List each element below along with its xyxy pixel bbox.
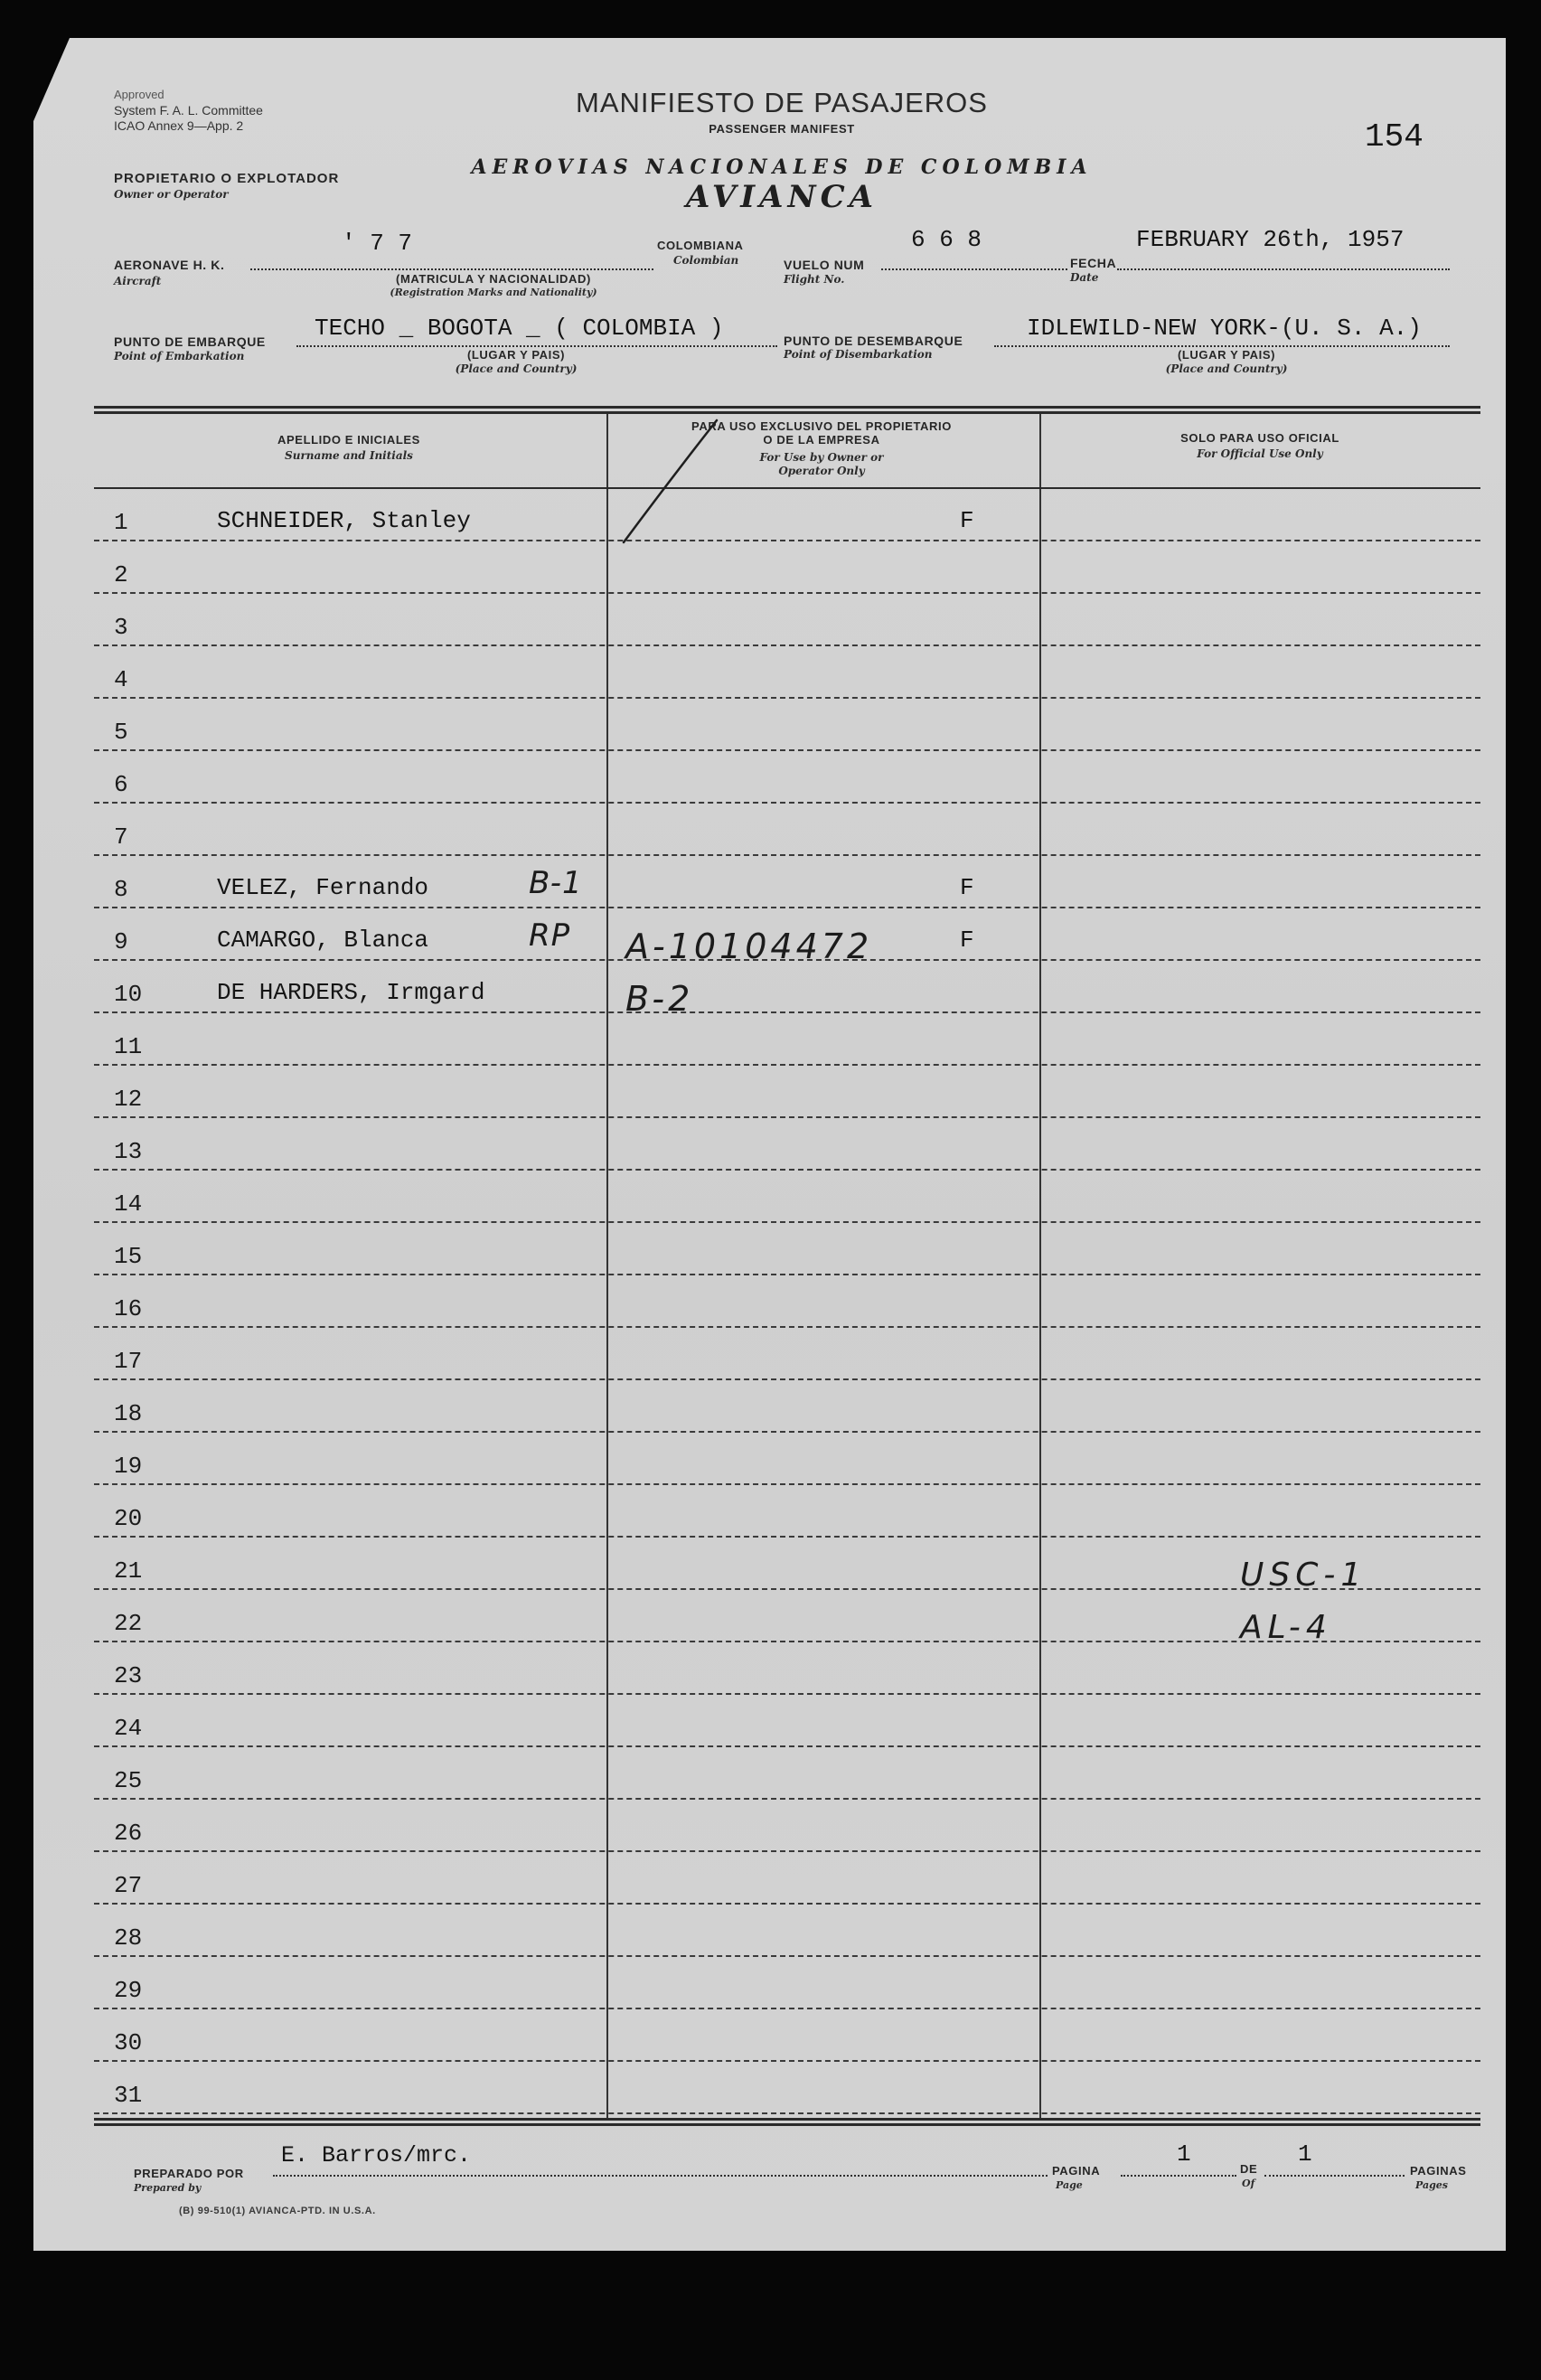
row-number: 5 bbox=[114, 719, 128, 746]
aircraft-underline bbox=[250, 268, 653, 270]
pages-label: PAGINAS bbox=[1410, 2164, 1467, 2178]
page-label-english: Page bbox=[1056, 2179, 1083, 2191]
row-number: 14 bbox=[114, 1190, 143, 1218]
row-number: 27 bbox=[114, 1872, 143, 1899]
table-row bbox=[94, 1747, 1480, 1800]
page-label: PAGINA bbox=[1052, 2164, 1101, 2178]
date-value: FEBRUARY 26th, 1957 bbox=[1136, 226, 1405, 253]
table-top-rule bbox=[94, 411, 1480, 414]
row-number: 4 bbox=[114, 666, 128, 693]
approval-line: ICAO Annex 9—App. 2 bbox=[114, 118, 244, 133]
row-number: 8 bbox=[114, 876, 128, 903]
handwritten-name-note: B-1 bbox=[529, 865, 583, 901]
row-number: 24 bbox=[114, 1715, 143, 1742]
table-row bbox=[94, 1275, 1480, 1328]
row-number: 19 bbox=[114, 1453, 143, 1480]
table-row bbox=[94, 751, 1480, 804]
prepared-by-value: E. Barros/mrc. bbox=[281, 2142, 472, 2168]
row-number: 17 bbox=[114, 1348, 143, 1375]
row-number: 11 bbox=[114, 1033, 143, 1060]
row-number: 29 bbox=[114, 1977, 143, 2004]
flight-number-value: 6 6 8 bbox=[911, 226, 982, 253]
table-row bbox=[94, 961, 1480, 1019]
approval-line: Approved bbox=[114, 88, 164, 101]
passenger-name: DE HARDERS, Irmgard bbox=[217, 979, 485, 1006]
table-row bbox=[94, 1013, 1480, 1066]
date-label-english: Date bbox=[1070, 271, 1099, 284]
operator-mark: F bbox=[960, 874, 974, 901]
handwritten-operator-note: A-10104472 bbox=[625, 927, 873, 966]
row-number: 23 bbox=[114, 1662, 143, 1689]
registration-caption: (MATRICULA Y NACIONALIDAD) bbox=[396, 272, 591, 286]
row-number: 26 bbox=[114, 1820, 143, 1847]
row-number: 15 bbox=[114, 1243, 143, 1270]
flight-number-label-english: Flight No. bbox=[784, 273, 845, 286]
table-row bbox=[94, 594, 1480, 646]
handwritten-name-note: RP bbox=[529, 917, 571, 954]
row-number: 13 bbox=[114, 1138, 143, 1165]
row-number: 9 bbox=[114, 928, 128, 955]
column-header-name: APELLIDO E INICIALES bbox=[277, 433, 420, 447]
aircraft-registration-value: ' 7 7 bbox=[342, 230, 413, 257]
handwritten-operator-note: B-2 bbox=[625, 979, 694, 1019]
print-code: (B) 99-510(1) AVIANCA-PTD. IN U.S.A. bbox=[179, 2206, 376, 2216]
passenger-table-body bbox=[94, 489, 1480, 2114]
disembarkation-underline bbox=[994, 345, 1450, 347]
table-row bbox=[94, 1695, 1480, 1747]
handwritten-official-note: AL-4 bbox=[1240, 1609, 1332, 1646]
table-row bbox=[94, 1223, 1480, 1275]
row-number: 21 bbox=[114, 1557, 143, 1585]
table-row bbox=[94, 1905, 1480, 1957]
passenger-name: SCHNEIDER, Stanley bbox=[217, 507, 471, 534]
embarkation-label: PUNTO DE EMBARQUE bbox=[114, 334, 266, 349]
table-row bbox=[94, 1852, 1480, 1905]
row-number: 7 bbox=[114, 823, 128, 851]
table-row bbox=[94, 489, 1480, 541]
prepared-by-label: PREPARADO POR bbox=[134, 2167, 244, 2180]
column-header-official-english: For Official Use Only bbox=[1197, 447, 1323, 460]
disembarkation-label: PUNTO DE DESEMBARQUE bbox=[784, 334, 963, 348]
passenger-name: VELEZ, Fernando bbox=[217, 874, 429, 901]
table-row bbox=[94, 1171, 1480, 1223]
table-row bbox=[94, 1118, 1480, 1171]
table-row bbox=[94, 2009, 1480, 2062]
disembarkation-value: IDLEWILD-NEW YORK-(U. S. A.) bbox=[1027, 315, 1422, 342]
table-row bbox=[94, 1328, 1480, 1380]
table-row bbox=[94, 1066, 1480, 1118]
row-number: 3 bbox=[114, 614, 128, 641]
column-header-operator-english: Operator Only bbox=[778, 465, 865, 477]
table-row bbox=[94, 1380, 1480, 1433]
row-number: 20 bbox=[114, 1505, 143, 1532]
table-bottom-rule bbox=[94, 2123, 1480, 2126]
pages-underline bbox=[1264, 2175, 1405, 2177]
embarkation-caption-english: (Place and Country) bbox=[455, 362, 578, 375]
row-number: 28 bbox=[114, 1924, 143, 1952]
table-row bbox=[94, 541, 1480, 594]
nationality-label: COLOMBIANA bbox=[657, 239, 744, 252]
row-number: 25 bbox=[114, 1767, 143, 1794]
operator-mark: F bbox=[960, 507, 974, 534]
row-number: 12 bbox=[114, 1086, 143, 1113]
operator-mark: F bbox=[960, 927, 974, 954]
table-top-rule bbox=[94, 406, 1480, 409]
approval-line: System F. A. L. Committee bbox=[114, 103, 263, 118]
pages-label-english: Pages bbox=[1415, 2179, 1448, 2191]
embarkation-underline bbox=[296, 345, 777, 347]
row-number: 10 bbox=[114, 981, 143, 1008]
table-row bbox=[94, 1590, 1480, 1646]
of-label: DE bbox=[1240, 2162, 1258, 2176]
registration-caption-english: (Registration Marks and Nationality) bbox=[390, 287, 597, 298]
table-row bbox=[94, 804, 1480, 856]
document-title: MANIFIESTO DE PASAJEROS bbox=[576, 87, 988, 118]
aircraft-label-english: Aircraft bbox=[114, 275, 162, 287]
column-header-operator-english: For Use by Owner or bbox=[759, 451, 884, 464]
table-row bbox=[94, 856, 1480, 908]
page-underline bbox=[1121, 2175, 1236, 2177]
aircraft-label: AERONAVE H. K. bbox=[114, 258, 225, 272]
table-row bbox=[94, 699, 1480, 751]
page-value: 1 bbox=[1177, 2140, 1191, 2168]
column-header-name-english: Surname and Initials bbox=[285, 449, 413, 462]
of-label-english: Of bbox=[1242, 2178, 1255, 2189]
embarkation-value: TECHO _ BOGOTA _ ( COLOMBIA ) bbox=[315, 315, 724, 342]
airline-name: AEROVIAS NACIONALES DE COLOMBIA bbox=[471, 155, 1093, 179]
passenger-name: CAMARGO, Blanca bbox=[217, 927, 429, 954]
row-number: 22 bbox=[114, 1610, 143, 1637]
operator-label: PROPIETARIO O EXPLOTADOR bbox=[114, 171, 340, 186]
row-number: 1 bbox=[114, 509, 128, 536]
operator-label-english: Owner or Operator bbox=[114, 188, 229, 201]
prepared-by-underline bbox=[273, 2175, 1048, 2177]
table-row bbox=[94, 1433, 1480, 1485]
flight-number-label: VUELO NUM bbox=[784, 258, 865, 272]
date-label: FECHA bbox=[1070, 256, 1117, 270]
column-header-official: SOLO PARA USO OFICIAL bbox=[1180, 431, 1339, 445]
row-number: 2 bbox=[114, 561, 128, 588]
table-row bbox=[94, 1957, 1480, 2009]
table-row bbox=[94, 1800, 1480, 1852]
nationality-label-english: Colombian bbox=[673, 254, 739, 267]
airline-brand: AVIANCA bbox=[685, 179, 879, 215]
embarkation-caption: (LUGAR Y PAIS) bbox=[466, 348, 566, 362]
column-header-operator: PARA USO EXCLUSIVO DEL PROPIETARIO bbox=[691, 419, 952, 433]
row-number: 31 bbox=[114, 2082, 143, 2109]
date-underline bbox=[1117, 268, 1450, 270]
pages-value: 1 bbox=[1298, 2140, 1312, 2168]
table-bottom-rule bbox=[94, 2118, 1480, 2121]
row-number: 16 bbox=[114, 1295, 143, 1322]
sheet-number: 154 bbox=[1365, 118, 1424, 155]
flight-number-underline bbox=[881, 268, 1067, 270]
table-row bbox=[94, 646, 1480, 699]
disembarkation-label-english: Point of Disembarkation bbox=[784, 348, 933, 361]
table-row bbox=[94, 908, 1480, 966]
table-row bbox=[94, 1485, 1480, 1538]
row-number: 6 bbox=[114, 771, 128, 798]
embarkation-label-english: Point of Embarkation bbox=[114, 350, 245, 362]
row-number: 30 bbox=[114, 2029, 143, 2056]
document-title-english: PASSENGER MANIFEST bbox=[709, 122, 855, 136]
disembarkation-caption-english: (Place and Country) bbox=[1165, 362, 1288, 375]
column-header-operator: O DE LA EMPRESA bbox=[763, 433, 880, 447]
table-row bbox=[94, 1538, 1480, 1594]
table-row bbox=[94, 2062, 1480, 2114]
disembarkation-caption: (LUGAR Y PAIS) bbox=[1177, 348, 1276, 362]
handwritten-official-note: USC-1 bbox=[1240, 1557, 1367, 1594]
prepared-by-label-english: Prepared by bbox=[134, 2182, 202, 2194]
table-row bbox=[94, 1642, 1480, 1695]
row-number: 18 bbox=[114, 1400, 143, 1427]
